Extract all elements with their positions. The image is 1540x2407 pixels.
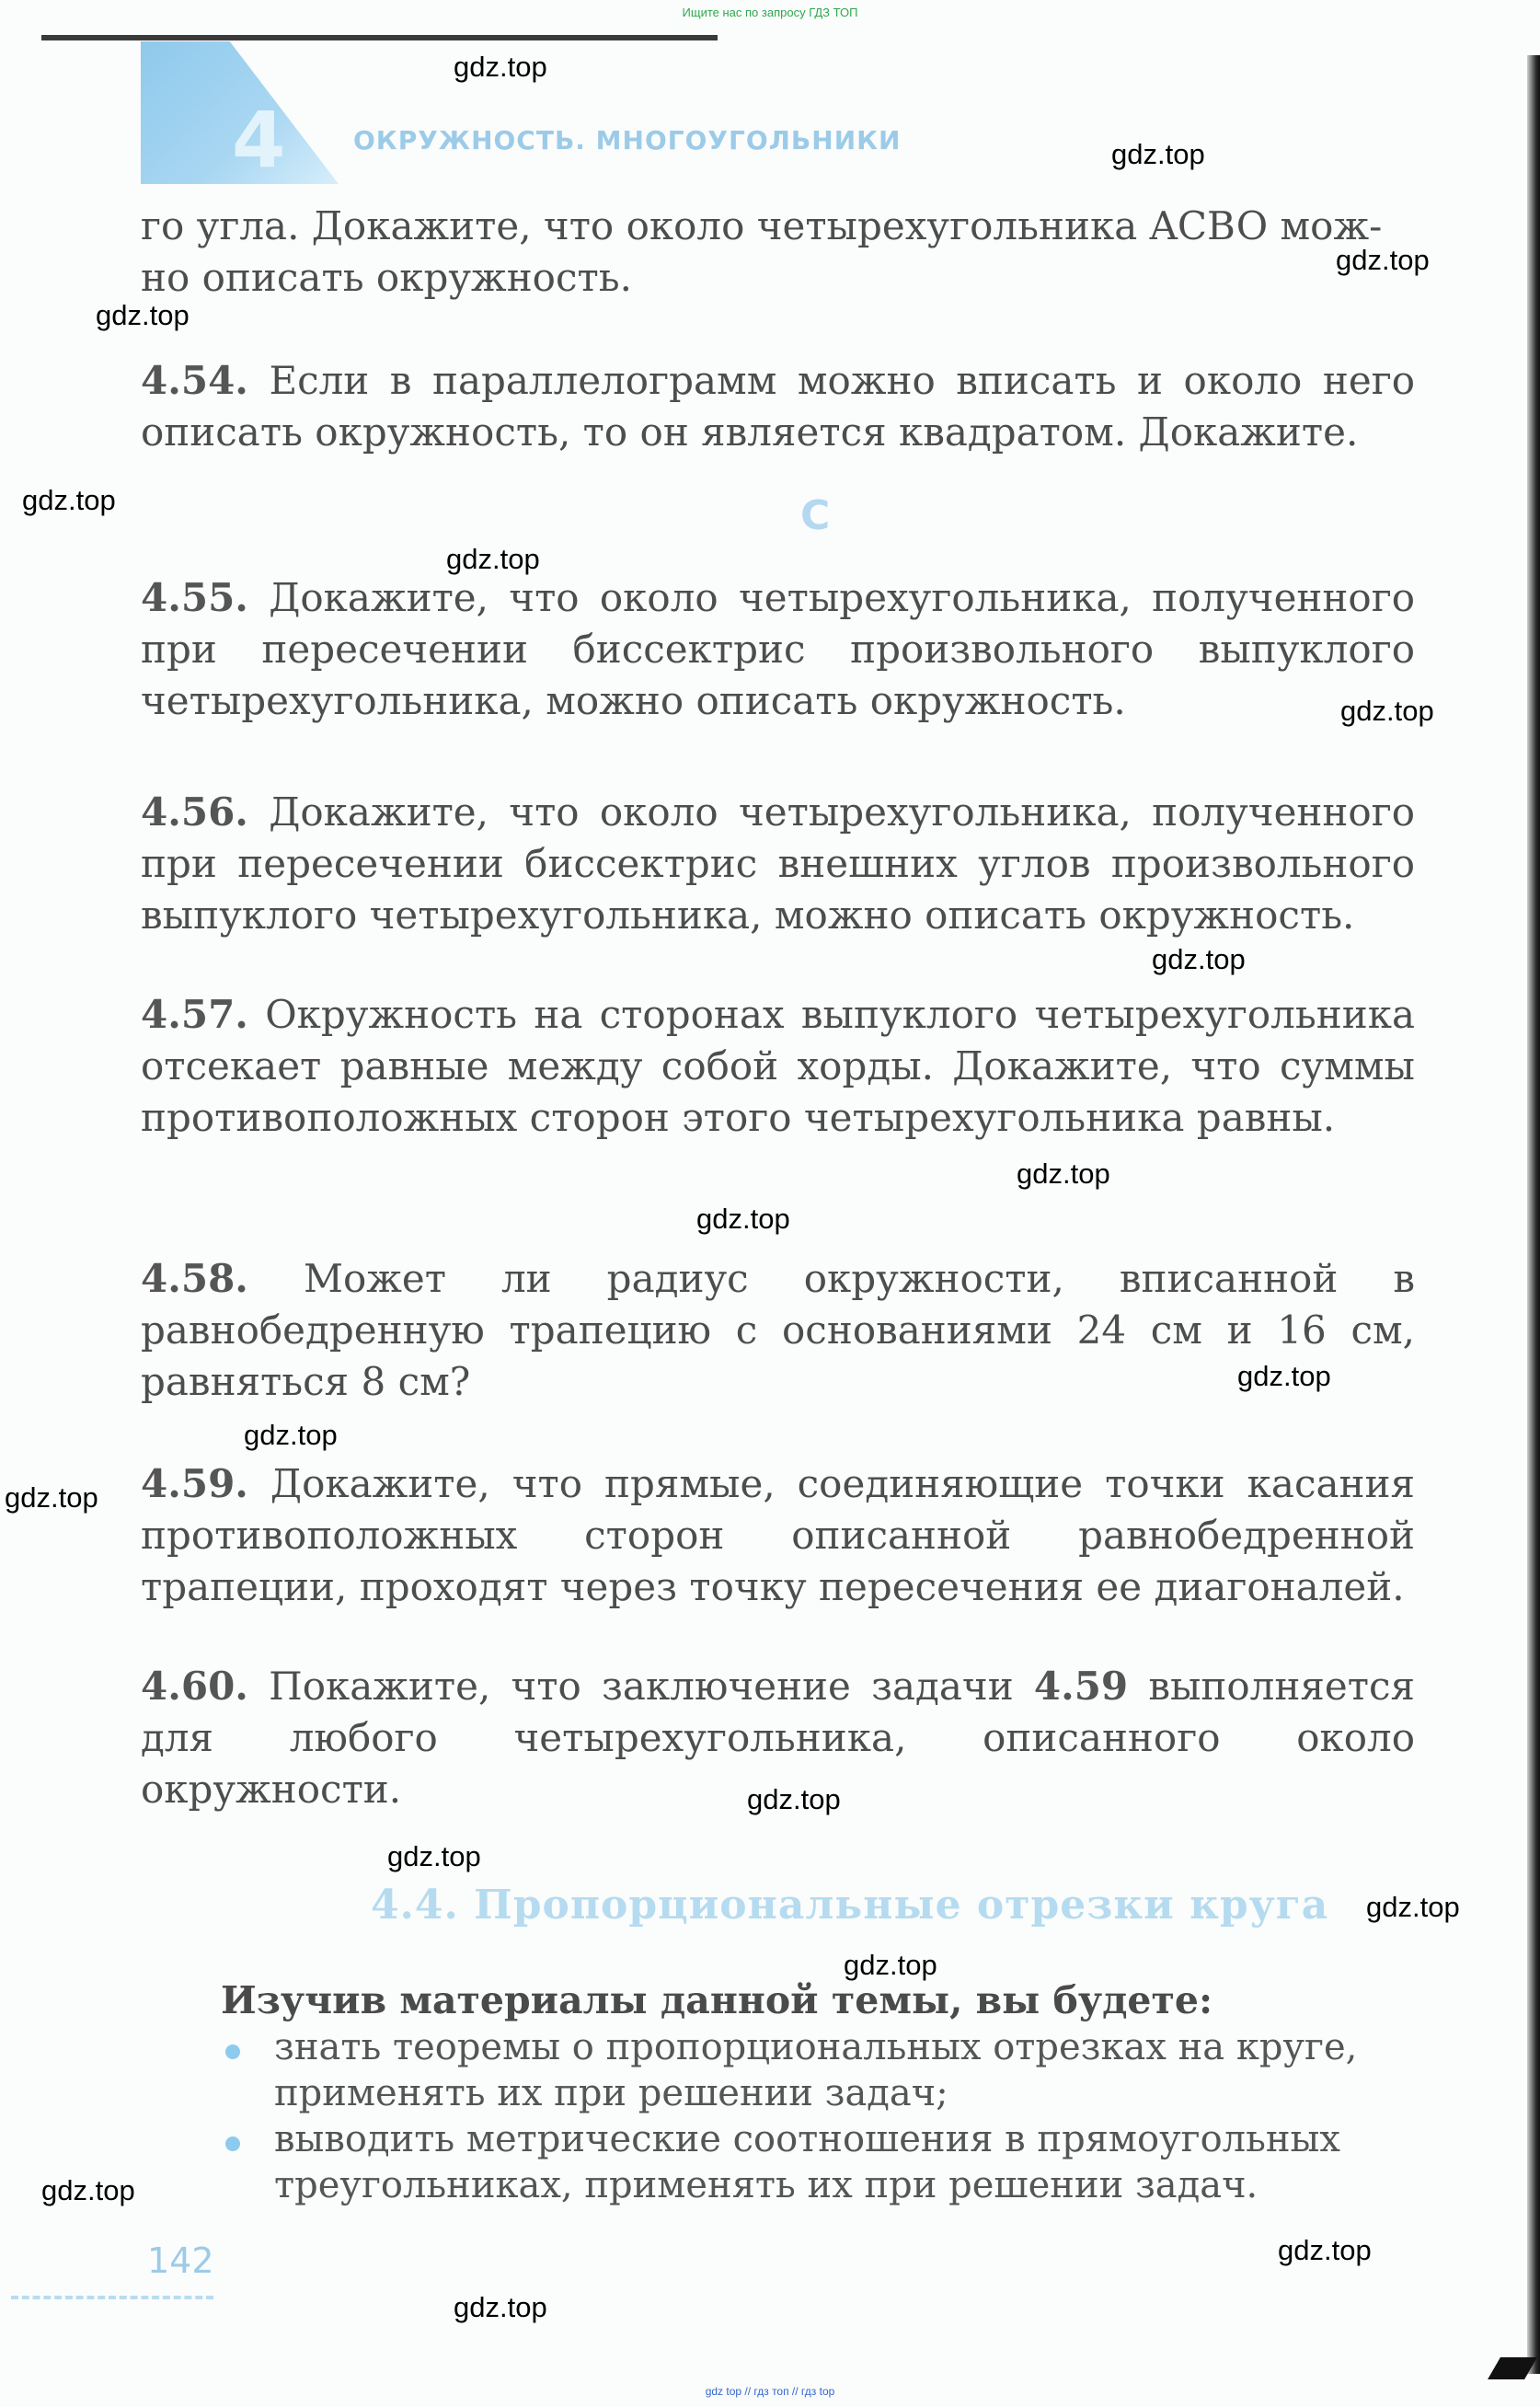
page-number-dashes xyxy=(11,2296,213,2299)
intro-line-2: но описать окружность. xyxy=(141,255,632,300)
watermark: gdz.top xyxy=(844,1949,937,1981)
problem-text: Окружность на сторонах выпуклого четырехугольника отсекает равные между собой хорды. Докажите, что суммы противоположных сторон этого четырехугольника равны. xyxy=(141,992,1415,1140)
watermark: gdz.top xyxy=(454,2291,547,2323)
watermark: gdz.top xyxy=(1111,138,1205,170)
watermark: gdz.top xyxy=(1366,1891,1460,1923)
watermark: gdz.top xyxy=(22,484,116,516)
watermark: gdz.top xyxy=(1017,1157,1110,1190)
watermark: gdz.top xyxy=(387,1840,481,1872)
problem-reference: 4.59 xyxy=(1033,1664,1129,1709)
difficulty-level-c: C xyxy=(800,492,831,539)
problem-4-58 xyxy=(141,1253,1415,1408)
problem-4-55 xyxy=(141,572,1415,727)
section-title: 4.4. Пропорциональные отрезки круга xyxy=(371,1882,1329,1929)
problem-4-56 xyxy=(141,787,1415,941)
goals-heading: Изучив материалы данной темы, вы будете: xyxy=(221,1978,1213,2022)
problem-text: Докажите, что около четырехугольника, полученного при пересечении биссектрис произвольного выпуклого четырехугольника, можно описать окружность. xyxy=(141,575,1415,723)
bullet-icon xyxy=(225,2044,240,2059)
problem-4-57 xyxy=(141,989,1415,1144)
watermark: gdz.top xyxy=(747,1783,841,1815)
problem-text: Докажите, что прямые, соединяющие точки касания противоположных сторон описанной равнобедренной трапеции, проходят через точку пересечения ее диагоналей. xyxy=(141,1461,1415,1609)
problem-number: 4.57. xyxy=(141,992,248,1037)
problem-4-54 xyxy=(141,355,1415,458)
header-rule xyxy=(41,35,718,40)
watermark: gdz.top xyxy=(454,51,547,83)
problem-text: Может ли радиус окружности, вписанной в равнобедренную трапецию с основаниями 24 см и 16 см, равняться 8 см? xyxy=(141,1256,1416,1404)
chapter-title: ОКРУЖНОСТЬ. МНОГОУГОЛЬНИКИ xyxy=(353,125,902,155)
watermark: gdz.top xyxy=(1340,695,1434,727)
watermark: gdz.top xyxy=(1278,2234,1372,2266)
problem-text-continued: выполняется для любого четырехугольника, описанного около окружности. xyxy=(141,1664,1415,1812)
problem-number: 4.54. xyxy=(141,358,248,403)
problem-number: 4.56. xyxy=(141,789,248,835)
watermark: gdz.top xyxy=(1336,244,1430,276)
problem-number: 4.55. xyxy=(141,575,248,620)
problem-number: 4.58. xyxy=(141,1256,248,1301)
chapter-number: 4 xyxy=(232,95,286,185)
problem-text: Покажите, что заключение задачи xyxy=(269,1664,1014,1709)
watermark: gdz.top xyxy=(1152,943,1246,975)
watermark: gdz.top xyxy=(5,1481,98,1514)
watermark: gdz.top xyxy=(96,299,190,331)
bullet-icon xyxy=(225,2136,240,2151)
page-number: 142 xyxy=(147,2240,214,2281)
problem-4-59 xyxy=(141,1458,1415,1613)
watermark: gdz.top xyxy=(41,2174,135,2206)
problem-number: 4.60. xyxy=(141,1664,248,1709)
goal-item: выводить метрические соотношения в прямоугольных треугольниках, применять их при решении задач. xyxy=(274,2118,1340,2206)
goal-item: знать теоремы о пропорциональных отрезках на круге, применять их при решении задач; xyxy=(274,2026,1358,2114)
problem-text: Докажите, что около четырехугольника, полученного при пересечении биссектрис внешних углов произвольного выпуклого четырехугольника, можно описать окружность. xyxy=(141,789,1415,938)
top-search-link[interactable]: Ищите нас по запросу ГДЗ ТОП xyxy=(682,6,858,19)
watermark: gdz.top xyxy=(696,1203,790,1235)
intro-line-1: го угла. Докажите, что около четырехугольника ACBO мож- xyxy=(141,203,1383,248)
problem-number: 4.59. xyxy=(141,1461,248,1506)
problem-text: Если в параллелограмм можно вписать и около него описать окружность, то он является квадратом. Докажите. xyxy=(141,358,1415,455)
intro-text xyxy=(141,201,1415,304)
book-spine-shadow xyxy=(1527,55,1540,2374)
watermark: gdz.top xyxy=(244,1419,338,1451)
watermark: gdz.top xyxy=(1237,1360,1331,1392)
footer-link[interactable]: gdz top // гдз топ // гдз top xyxy=(705,2385,835,2398)
watermark: gdz.top xyxy=(446,543,540,575)
